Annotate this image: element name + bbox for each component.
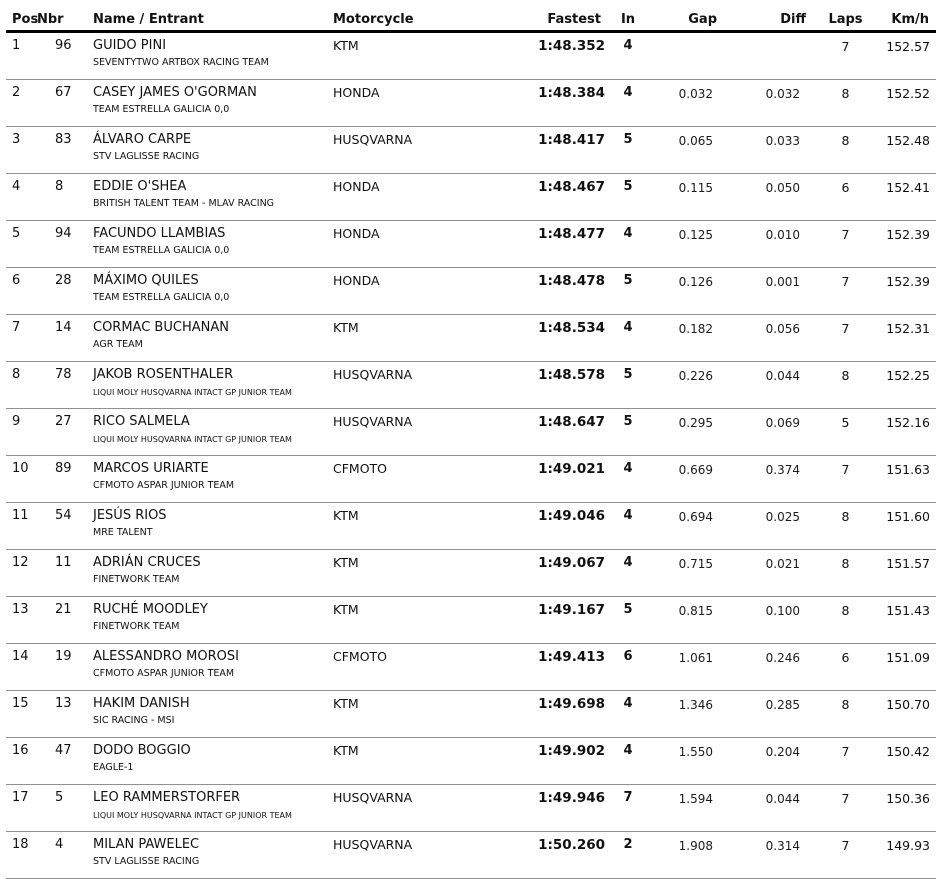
fastest-lap-cell: 1:48.647	[513, 409, 606, 456]
diff-cell: 0.246	[718, 644, 807, 691]
gap-cell: 0.126	[650, 268, 718, 315]
position-cell: 9	[6, 409, 31, 456]
laps-cell: 8	[807, 503, 884, 550]
fastest-lap-cell: 1:50.260	[513, 832, 606, 879]
rider-name: JAKOB ROSENTHALER	[93, 367, 234, 382]
result-row	[6, 409, 936, 456]
laps-cell: 5	[807, 409, 884, 456]
name-entrant-cell	[93, 315, 333, 362]
motorcycle-cell: KTM	[333, 691, 513, 738]
diff-cell: 0.010	[718, 221, 807, 268]
in-lap-cell: 5	[606, 268, 650, 315]
laps-cell: 7	[807, 456, 884, 503]
laps-cell: 7	[807, 32, 884, 80]
result-row	[6, 221, 936, 268]
fastest-lap-cell: 1:48.417	[513, 127, 606, 174]
rider-name: CASEY JAMES O'GORMAN	[93, 85, 257, 100]
diff-cell: 0.033	[718, 127, 807, 174]
name-entrant-cell	[93, 127, 333, 174]
column-header-gap: Gap	[650, 8, 718, 32]
in-lap-cell: 4	[606, 315, 650, 362]
rider-number-cell: 19	[31, 644, 93, 691]
gap-cell: 0.125	[650, 221, 718, 268]
fastest-lap-cell: 1:48.477	[513, 221, 606, 268]
gap-cell: 1.908	[650, 832, 718, 879]
laps-cell: 7	[807, 315, 884, 362]
laps-cell: 7	[807, 785, 884, 832]
motorcycle-cell: HONDA	[333, 80, 513, 127]
fastest-lap-cell: 1:48.478	[513, 268, 606, 315]
position-cell: 13	[6, 597, 31, 644]
rider-number-cell: 8	[31, 174, 93, 221]
result-row	[6, 362, 936, 409]
name-entrant-cell	[93, 268, 333, 315]
entrant-team: FINETWORK TEAM	[93, 621, 180, 632]
laps-cell: 8	[807, 362, 884, 409]
entrant-team: LIQUI MOLY HUSQVARNA INTACT GP JUNIOR TEAM	[93, 435, 292, 444]
laps-cell: 7	[807, 832, 884, 879]
position-cell: 4	[6, 174, 31, 221]
result-row	[6, 785, 936, 832]
in-lap-cell: 4	[606, 691, 650, 738]
column-header-laps: Laps	[807, 8, 884, 32]
name-entrant-cell	[93, 362, 333, 409]
result-row	[6, 691, 936, 738]
speed-cell: 151.43	[884, 597, 936, 644]
speed-cell: 150.36	[884, 785, 936, 832]
entrant-team: CFMOTO ASPAR JUNIOR TEAM	[93, 668, 235, 679]
speed-cell: 152.41	[884, 174, 936, 221]
laps-cell: 6	[807, 644, 884, 691]
name-entrant-cell	[93, 691, 333, 738]
laps-cell: 7	[807, 221, 884, 268]
entrant-team: SEVENTYTWO ARTBOX RACING TEAM	[93, 57, 269, 68]
rider-number-cell: 28	[31, 268, 93, 315]
motorcycle-cell: KTM	[333, 315, 513, 362]
entrant-team: STV LAGLISSE RACING	[93, 151, 200, 162]
speed-cell: 151.57	[884, 550, 936, 597]
motorcycle-cell: HUSQVARNA	[333, 409, 513, 456]
result-row	[6, 268, 936, 315]
result-row	[6, 80, 936, 127]
results-table	[6, 8, 936, 879]
entrant-team: TEAM ESTRELLA GALICIA 0,0	[93, 292, 230, 303]
speed-cell: 149.93	[884, 832, 936, 879]
diff-cell: 0.044	[718, 785, 807, 832]
column-header-moto: Motorcycle	[333, 8, 513, 32]
name-entrant-cell	[93, 832, 333, 879]
rider-name: CORMAC BUCHANAN	[93, 320, 229, 335]
results-rows	[6, 32, 936, 879]
rider-number-cell: 4	[31, 832, 93, 879]
gap-cell: 0.226	[650, 362, 718, 409]
rider-name: MÁXIMO QUILES	[93, 273, 199, 288]
rider-name: MARCOS URIARTE	[93, 461, 209, 476]
result-row	[6, 32, 936, 80]
gap-cell: 1.346	[650, 691, 718, 738]
position-cell: 6	[6, 268, 31, 315]
name-entrant-cell	[93, 597, 333, 644]
result-row	[6, 644, 936, 691]
result-row	[6, 456, 936, 503]
timing-sheet	[0, 8, 942, 867]
result-row	[6, 315, 936, 362]
gap-cell: 0.182	[650, 315, 718, 362]
name-entrant-cell	[93, 456, 333, 503]
laps-cell: 8	[807, 597, 884, 644]
in-lap-cell: 5	[606, 127, 650, 174]
result-row	[6, 738, 936, 785]
entrant-team: MRE TALENT	[93, 527, 153, 538]
rider-name: DODO BOGGIO	[93, 743, 191, 758]
position-cell: 12	[6, 550, 31, 597]
rider-number-cell: 54	[31, 503, 93, 550]
rider-number-cell: 47	[31, 738, 93, 785]
in-lap-cell: 4	[606, 503, 650, 550]
rider-number-cell: 67	[31, 80, 93, 127]
position-cell: 1	[6, 32, 31, 80]
rider-number-cell: 27	[31, 409, 93, 456]
position-cell: 7	[6, 315, 31, 362]
fastest-lap-cell: 1:48.384	[513, 80, 606, 127]
speed-cell: 152.16	[884, 409, 936, 456]
motorcycle-cell: KTM	[333, 597, 513, 644]
position-cell: 17	[6, 785, 31, 832]
name-entrant-cell	[93, 644, 333, 691]
rider-number-cell: 14	[31, 315, 93, 362]
rider-number-cell: 83	[31, 127, 93, 174]
rider-number-cell: 21	[31, 597, 93, 644]
laps-cell: 8	[807, 691, 884, 738]
rider-number-cell: 11	[31, 550, 93, 597]
laps-cell: 8	[807, 550, 884, 597]
diff-cell: 0.001	[718, 268, 807, 315]
in-lap-cell: 5	[606, 362, 650, 409]
speed-cell: 151.63	[884, 456, 936, 503]
entrant-team: STV LAGLISSE RACING	[93, 856, 200, 867]
diff-cell: 0.025	[718, 503, 807, 550]
column-header-nbr: Nbr	[31, 8, 93, 32]
in-lap-cell: 7	[606, 785, 650, 832]
in-lap-cell: 5	[606, 174, 650, 221]
name-entrant-cell	[93, 503, 333, 550]
fastest-lap-cell: 1:48.352	[513, 32, 606, 80]
in-lap-cell: 5	[606, 597, 650, 644]
rider-name: EDDIE O'SHEA	[93, 179, 187, 194]
position-cell: 11	[6, 503, 31, 550]
entrant-team: TEAM ESTRELLA GALICIA 0,0	[93, 245, 230, 256]
position-cell: 14	[6, 644, 31, 691]
in-lap-cell: 4	[606, 80, 650, 127]
rider-number-cell: 96	[31, 32, 93, 80]
diff-cell: 0.056	[718, 315, 807, 362]
gap-cell: 0.115	[650, 174, 718, 221]
rider-name: ÁLVARO CARPE	[93, 132, 192, 147]
position-cell: 16	[6, 738, 31, 785]
motorcycle-cell: HONDA	[333, 221, 513, 268]
name-entrant-cell	[93, 785, 333, 832]
in-lap-cell: 4	[606, 738, 650, 785]
diff-cell: 0.050	[718, 174, 807, 221]
gap-cell: 0.669	[650, 456, 718, 503]
rider-name: JESÚS RIOS	[93, 508, 167, 523]
in-lap-cell: 5	[606, 409, 650, 456]
motorcycle-cell: KTM	[333, 503, 513, 550]
column-header-in: In	[606, 8, 650, 32]
fastest-lap-cell: 1:49.946	[513, 785, 606, 832]
name-entrant-cell	[93, 80, 333, 127]
column-header-diff: Diff	[718, 8, 807, 32]
result-row	[6, 174, 936, 221]
motorcycle-cell: HUSQVARNA	[333, 127, 513, 174]
rider-number-cell: 13	[31, 691, 93, 738]
rider-number-cell: 5	[31, 785, 93, 832]
column-header-name: Name / Entrant	[93, 8, 333, 32]
speed-cell: 150.70	[884, 691, 936, 738]
speed-cell: 151.60	[884, 503, 936, 550]
rider-name: ADRIÁN CRUCES	[93, 555, 201, 570]
position-cell: 2	[6, 80, 31, 127]
position-cell: 3	[6, 127, 31, 174]
entrant-team: CFMOTO ASPAR JUNIOR TEAM	[93, 480, 235, 491]
motorcycle-cell: HUSQVARNA	[333, 362, 513, 409]
speed-cell: 151.09	[884, 644, 936, 691]
name-entrant-cell	[93, 174, 333, 221]
gap-cell: 1.594	[650, 785, 718, 832]
fastest-lap-cell: 1:48.578	[513, 362, 606, 409]
rider-name: MILAN PAWELEC	[93, 837, 200, 852]
diff-cell	[718, 32, 807, 80]
laps-cell: 7	[807, 268, 884, 315]
laps-cell: 7	[807, 738, 884, 785]
laps-cell: 8	[807, 127, 884, 174]
rider-name: ALESSANDRO MOROSI	[93, 649, 239, 664]
entrant-team: LIQUI MOLY HUSQVARNA INTACT GP JUNIOR TEAM	[93, 811, 292, 820]
result-row	[6, 597, 936, 644]
speed-cell: 152.39	[884, 221, 936, 268]
entrant-team: LIQUI MOLY HUSQVARNA INTACT GP JUNIOR TEAM	[93, 388, 292, 397]
diff-cell: 0.285	[718, 691, 807, 738]
gap-cell	[650, 32, 718, 80]
speed-cell: 152.57	[884, 32, 936, 80]
motorcycle-cell: KTM	[333, 32, 513, 80]
name-entrant-cell	[93, 221, 333, 268]
fastest-lap-cell: 1:49.167	[513, 597, 606, 644]
fastest-lap-cell: 1:48.534	[513, 315, 606, 362]
motorcycle-cell: CFMOTO	[333, 644, 513, 691]
diff-cell: 0.374	[718, 456, 807, 503]
diff-cell: 0.100	[718, 597, 807, 644]
entrant-team: SIC RACING - MSI	[93, 715, 175, 726]
gap-cell: 1.550	[650, 738, 718, 785]
in-lap-cell: 6	[606, 644, 650, 691]
fastest-lap-cell: 1:49.413	[513, 644, 606, 691]
in-lap-cell: 2	[606, 832, 650, 879]
gap-cell: 0.694	[650, 503, 718, 550]
position-cell: 8	[6, 362, 31, 409]
speed-cell: 150.42	[884, 738, 936, 785]
motorcycle-cell: KTM	[333, 738, 513, 785]
rider-number-cell: 89	[31, 456, 93, 503]
fastest-lap-cell: 1:48.467	[513, 174, 606, 221]
entrant-team: FINETWORK TEAM	[93, 574, 180, 585]
rider-name: LEO RAMMERSTORFER	[93, 790, 241, 805]
result-row	[6, 503, 936, 550]
entrant-team: EAGLE-1	[93, 762, 134, 773]
rider-name: HAKIM DANISH	[93, 696, 190, 711]
gap-cell: 0.295	[650, 409, 718, 456]
diff-cell: 0.314	[718, 832, 807, 879]
speed-cell: 152.48	[884, 127, 936, 174]
gap-cell: 0.032	[650, 80, 718, 127]
position-cell: 18	[6, 832, 31, 879]
rider-number-cell: 78	[31, 362, 93, 409]
gap-cell: 1.061	[650, 644, 718, 691]
motorcycle-cell: HONDA	[333, 174, 513, 221]
column-header-fastest: Fastest	[513, 8, 606, 32]
gap-cell: 0.815	[650, 597, 718, 644]
name-entrant-cell	[93, 32, 333, 80]
in-lap-cell: 4	[606, 456, 650, 503]
motorcycle-cell: HUSQVARNA	[333, 785, 513, 832]
motorcycle-cell: KTM	[333, 550, 513, 597]
motorcycle-cell: HUSQVARNA	[333, 832, 513, 879]
entrant-team: AGR TEAM	[93, 339, 143, 350]
diff-cell: 0.069	[718, 409, 807, 456]
motorcycle-cell: CFMOTO	[333, 456, 513, 503]
speed-cell: 152.31	[884, 315, 936, 362]
speed-cell: 152.25	[884, 362, 936, 409]
fastest-lap-cell: 1:49.902	[513, 738, 606, 785]
speed-cell: 152.39	[884, 268, 936, 315]
gap-cell: 0.065	[650, 127, 718, 174]
rider-name: FACUNDO LLAMBIAS	[93, 226, 226, 241]
laps-cell: 8	[807, 80, 884, 127]
diff-cell: 0.204	[718, 738, 807, 785]
gap-cell: 0.715	[650, 550, 718, 597]
diff-cell: 0.044	[718, 362, 807, 409]
position-cell: 5	[6, 221, 31, 268]
position-cell: 10	[6, 456, 31, 503]
in-lap-cell: 4	[606, 550, 650, 597]
speed-cell: 152.52	[884, 80, 936, 127]
in-lap-cell: 4	[606, 32, 650, 80]
in-lap-cell: 4	[606, 221, 650, 268]
entrant-team: BRITISH TALENT TEAM - MLAV RACING	[93, 198, 275, 209]
name-entrant-cell	[93, 738, 333, 785]
rider-name: RUCHÉ MOODLEY	[93, 602, 208, 617]
name-entrant-cell	[93, 409, 333, 456]
entrant-team: TEAM ESTRELLA GALICIA 0,0	[93, 104, 230, 115]
position-cell: 15	[6, 691, 31, 738]
diff-cell: 0.032	[718, 80, 807, 127]
rider-number-cell: 94	[31, 221, 93, 268]
laps-cell: 6	[807, 174, 884, 221]
header-row	[6, 8, 936, 32]
column-header-kmh: Km/h	[884, 8, 936, 32]
diff-cell: 0.021	[718, 550, 807, 597]
fastest-lap-cell: 1:49.067	[513, 550, 606, 597]
result-row	[6, 127, 936, 174]
fastest-lap-cell: 1:49.698	[513, 691, 606, 738]
result-row	[6, 550, 936, 597]
fastest-lap-cell: 1:49.046	[513, 503, 606, 550]
result-row	[6, 832, 936, 879]
name-entrant-cell	[93, 550, 333, 597]
motorcycle-cell: HONDA	[333, 268, 513, 315]
rider-name: RICO SALMELA	[93, 414, 190, 429]
rider-name: GUIDO PINI	[93, 38, 167, 53]
column-header-pos: Pos	[6, 8, 31, 32]
fastest-lap-cell: 1:49.021	[513, 456, 606, 503]
